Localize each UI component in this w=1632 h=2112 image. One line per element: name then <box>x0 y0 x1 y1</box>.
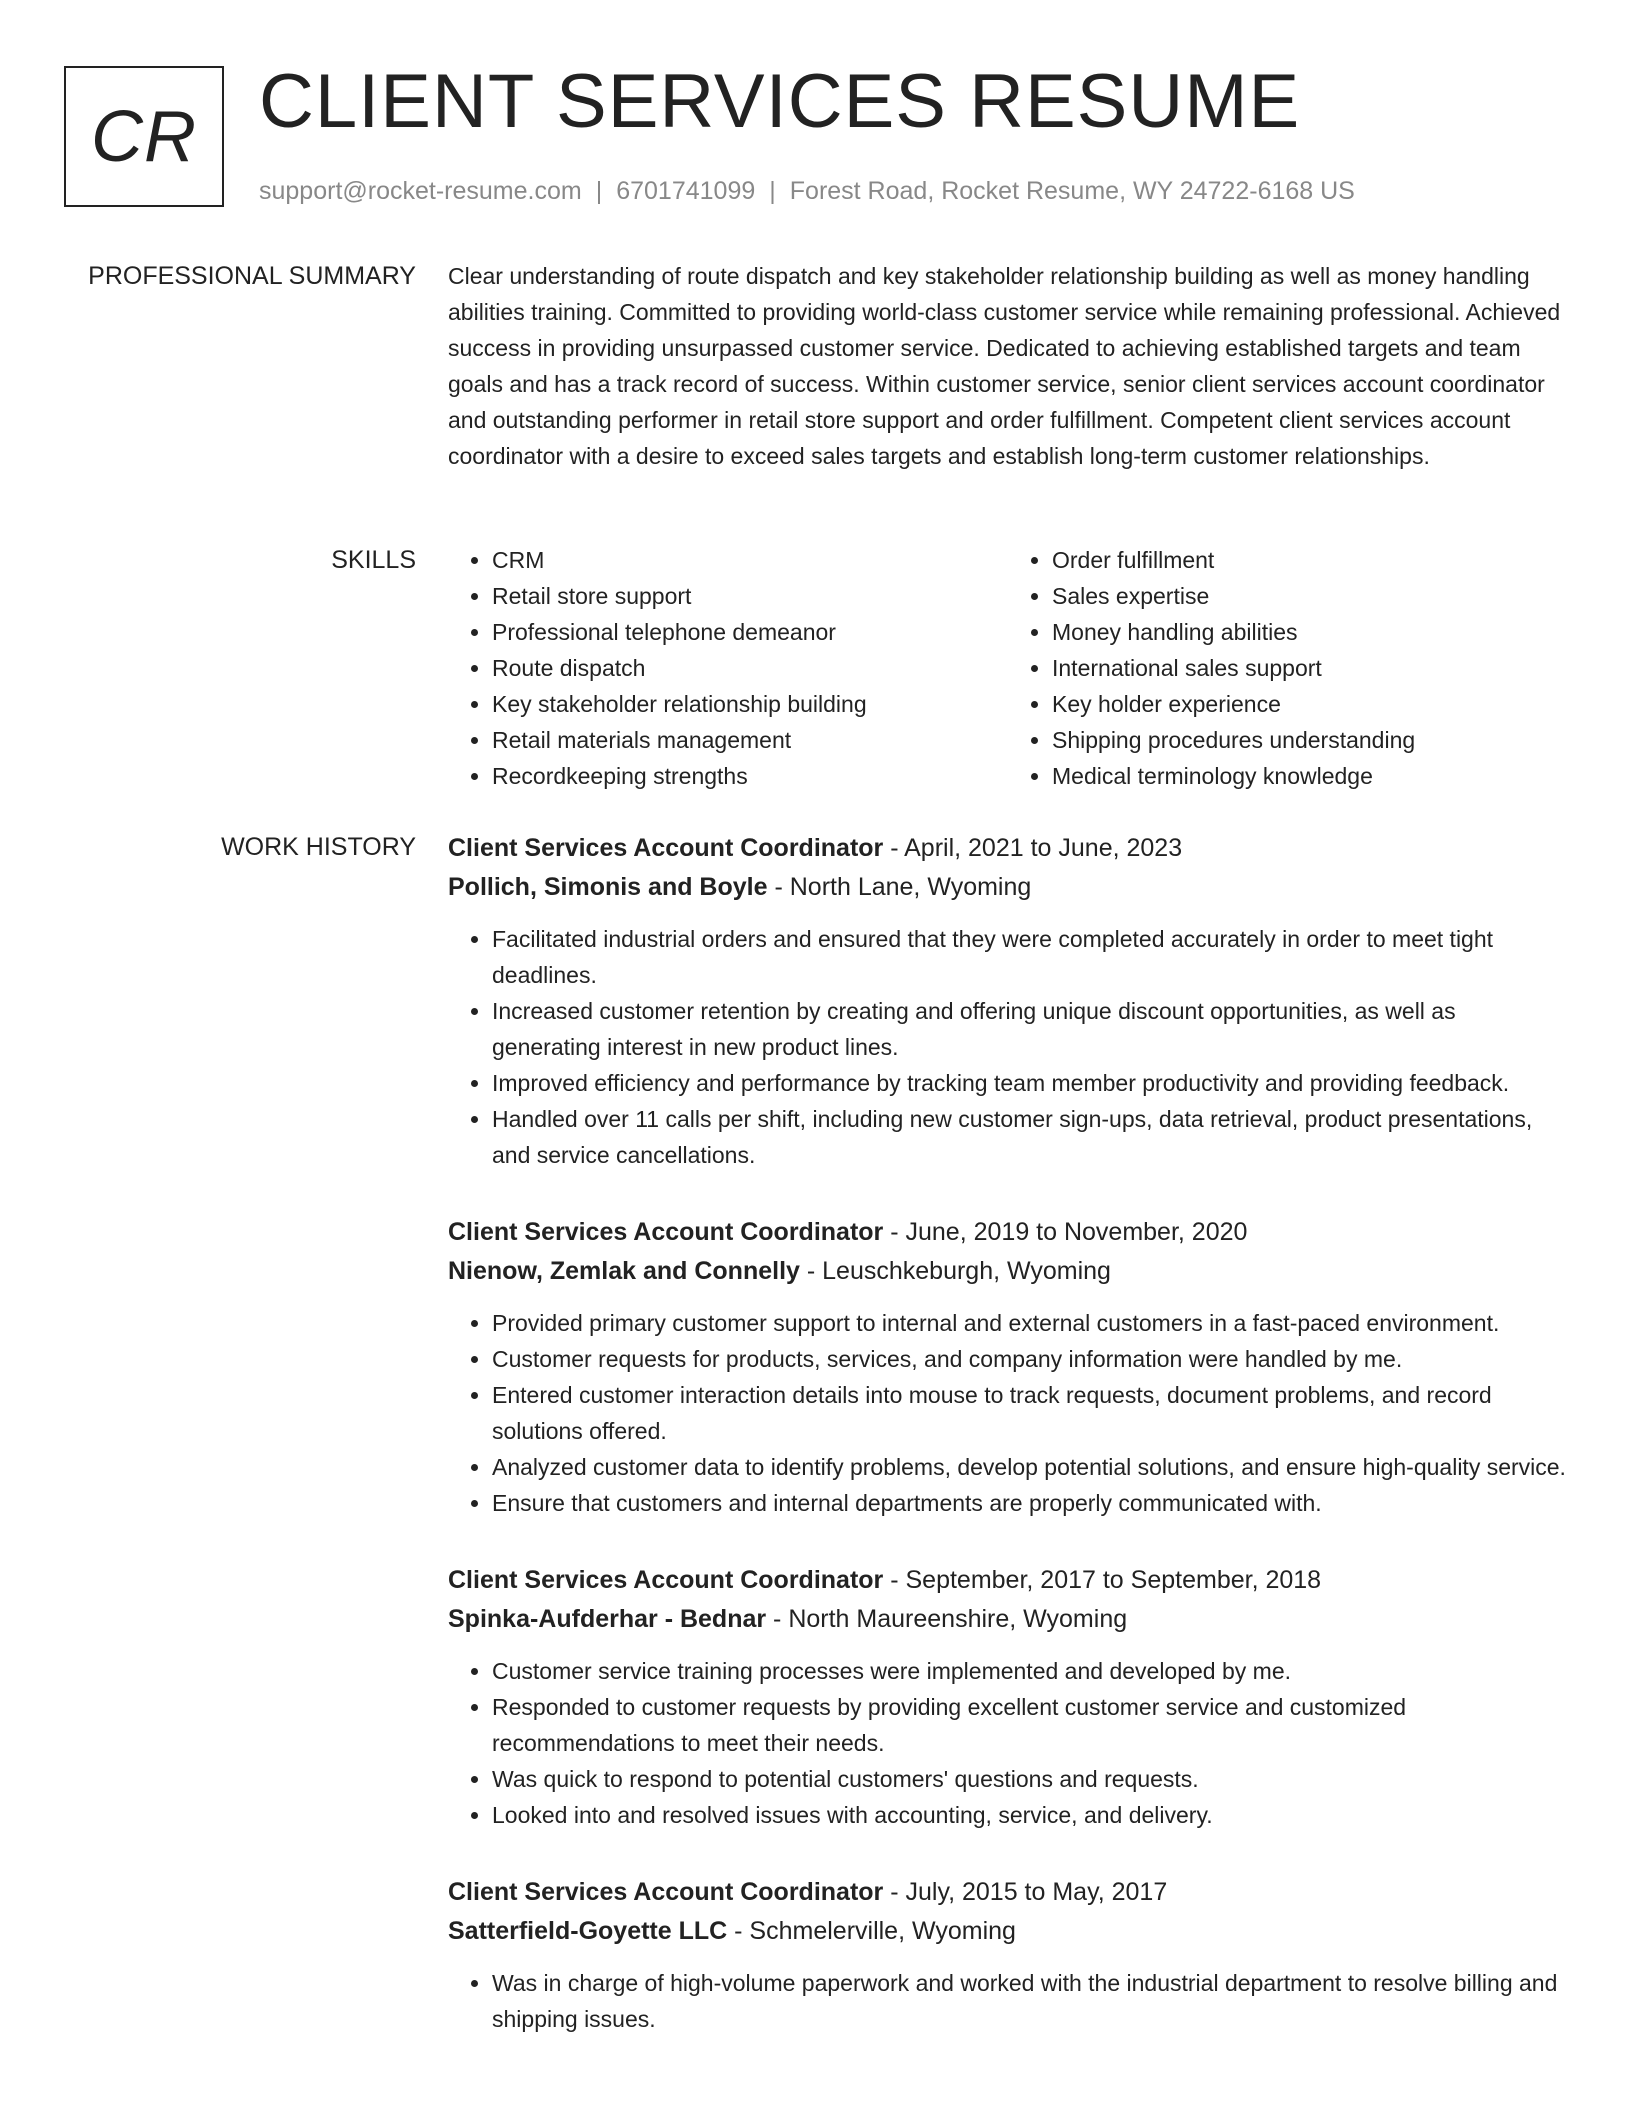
job-title: Client Services Account Coordinator <box>448 834 884 862</box>
skill-item: • International sales support <box>1052 650 1568 686</box>
job-title-line: Client Services Account Coordinator - July, 2015 to May, 2017 <box>448 1878 1168 1906</box>
job-bullet-list <box>448 1305 1568 1521</box>
contact-line <box>259 173 1355 209</box>
contact-phone[interactable]: 6701741099 <box>616 177 756 205</box>
job-entry <box>448 1873 1568 2037</box>
job-title-line: Client Services Account Coordinator - June, 2019 to November, 2020 <box>448 1218 1248 1246</box>
job-company: Satterfield-Goyette LLC <box>448 1917 728 1945</box>
job-bullet: • Was quick to respond to potential customers' questions and requests. <box>492 1761 1568 1797</box>
job-title-line: Client Services Account Coordinator - September, 2017 to September, 2018 <box>448 1566 1322 1594</box>
job-bullet: • Customer requests for products, services, and company information were handled by me. <box>492 1341 1568 1377</box>
skills-list-left <box>448 542 1008 794</box>
section-label-skills: SKILLS <box>331 546 416 574</box>
job-company-line: Nienow, Zemlak and Connelly - Leuschkeburgh, Wyoming <box>448 1257 1111 1285</box>
job-company-line: Pollich, Simonis and Boyle - North Lane, Wyoming <box>448 873 1032 901</box>
skill-item: • Key holder experience <box>1052 686 1568 722</box>
skill-item: • Route dispatch <box>492 650 1008 686</box>
skill-item: • CRM <box>492 542 1008 578</box>
skills-columns <box>448 542 1568 794</box>
job-bullet-list <box>448 1965 1568 2037</box>
job-company: Spinka-Aufderhar - Bednar <box>448 1605 767 1633</box>
job-location: Leuschkeburgh, Wyoming <box>822 1257 1111 1285</box>
skill-item: • Recordkeeping strengths <box>492 758 1008 794</box>
section-label-work-history: WORK HISTORY <box>221 833 416 861</box>
skill-item: • Medical terminology knowledge <box>1052 758 1568 794</box>
job-bullet: • Increased customer retention by creating and offering unique discount opportunities, as well as generating interest in new product lines. <box>492 993 1568 1065</box>
section-label-summary: PROFESSIONAL SUMMARY <box>88 262 416 290</box>
skill-item: • Key stakeholder relationship building <box>492 686 1008 722</box>
job-dates: September, 2017 to September, 2018 <box>905 1566 1322 1594</box>
contact-email[interactable]: support@rocket-resume.com <box>259 177 582 205</box>
work-history-body <box>448 829 1568 2077</box>
skill-item: • Sales expertise <box>1052 578 1568 614</box>
job-title: Client Services Account Coordinator <box>448 1218 884 1246</box>
job-entry <box>448 1561 1568 1833</box>
job-company: Pollich, Simonis and Boyle <box>448 873 768 901</box>
contact-address: Forest Road, Rocket Resume, WY 24722-6168 US <box>789 177 1355 205</box>
skills-body <box>448 542 1568 794</box>
job-entry <box>448 1213 1568 1521</box>
job-title: Client Services Account Coordinator <box>448 1878 884 1906</box>
job-bullet: • Improved efficiency and performance by tracking team member productivity and providing feedback. <box>492 1065 1568 1101</box>
job-company: Nienow, Zemlak and Connelly <box>448 1257 800 1285</box>
skill-item: • Professional telephone demeanor <box>492 614 1008 650</box>
job-bullet-list <box>448 921 1568 1173</box>
job-bullet: • Entered customer interaction details into mouse to track requests, document problems, and record solutions offered. <box>492 1377 1568 1449</box>
job-bullet: • Handled over 11 calls per shift, including new customer sign-ups, data retrieval, product presentations, and service cancellations. <box>492 1101 1568 1173</box>
job-bullet: • Provided primary customer support to internal and external customers in a fast-paced environment. <box>492 1305 1568 1341</box>
job-title-line: Client Services Account Coordinator - April, 2021 to June, 2023 <box>448 834 1183 862</box>
skill-item: • Retail materials management <box>492 722 1008 758</box>
contact-separator: | <box>769 177 776 205</box>
job-title: Client Services Account Coordinator <box>448 1566 884 1594</box>
job-location: North Maureenshire, Wyoming <box>788 1605 1128 1633</box>
job-location: Schmelerville, Wyoming <box>749 1917 1016 1945</box>
job-bullet: • Facilitated industrial orders and ensured that they were completed accurately in order to meet tight deadlines. <box>492 921 1568 993</box>
resume-title: CLIENT SERVICES RESUME <box>259 59 1301 144</box>
job-dates: July, 2015 to May, 2017 <box>905 1878 1168 1906</box>
contact-separator: | <box>595 177 603 205</box>
skill-item: • Shipping procedures understanding <box>1052 722 1568 758</box>
summary-text: Clear understanding of route dispatch and key stakeholder relationship building as well as money handling abilities training. Committed to providing world-class customer service while remaining professional. Achieved success in providing unsurpassed customer service. Dedicated to achieving established targets and team goals and has a track record of success. Within customer service, senior client services account coordinator and outstanding performer in retail store support and order fulfillment. Competent client services account coordinator with a desire to exceed sales targets and establish long-term customer relationships. <box>448 263 1561 469</box>
skills-list-right <box>1008 542 1568 794</box>
job-company-line: Spinka-Aufderhar - Bednar - North Maureenshire, Wyoming <box>448 1605 1128 1633</box>
skill-item: • Retail store support <box>492 578 1008 614</box>
job-bullet: • Looked into and resolved issues with accounting, service, and delivery. <box>492 1797 1568 1833</box>
job-dates: June, 2019 to November, 2020 <box>905 1218 1248 1246</box>
monogram-logo: CR <box>64 66 224 207</box>
job-entry <box>448 829 1568 1173</box>
job-bullet: • Analyzed customer data to identify problems, develop potential solutions, and ensure high-quality service. <box>492 1449 1568 1485</box>
job-bullet-list <box>448 1653 1568 1833</box>
job-location: North Lane, Wyoming <box>789 873 1032 901</box>
summary-body <box>448 258 1568 474</box>
resume-header <box>0 0 1632 240</box>
job-bullet: • Responded to customer requests by providing excellent customer service and customized recommendations to meet their needs. <box>492 1689 1568 1761</box>
job-company-line: Satterfield-Goyette LLC - Schmelerville, Wyoming <box>448 1917 1016 1945</box>
skill-item: • Order fulfillment <box>1052 542 1568 578</box>
job-dates: April, 2021 to June, 2023 <box>904 834 1183 862</box>
skill-item: • Money handling abilities <box>1052 614 1568 650</box>
job-bullet: • Ensure that customers and internal departments are properly communicated with. <box>492 1485 1568 1521</box>
job-bullet: • Was in charge of high-volume paperwork and worked with the industrial department to resolve billing and shipping issues. <box>492 1965 1568 2037</box>
job-bullet: • Customer service training processes were implemented and developed by me. <box>492 1653 1568 1689</box>
